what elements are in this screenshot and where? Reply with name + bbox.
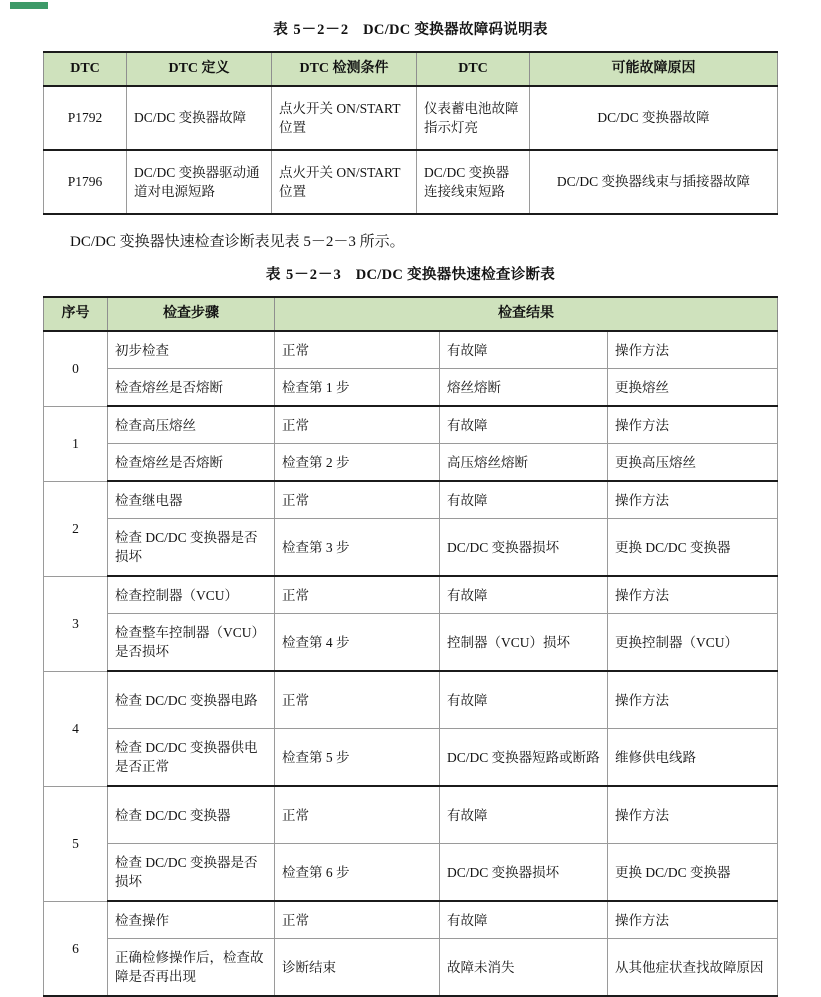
cell-dtc-code: P1796 — [44, 150, 127, 214]
table2-caption-title: DC/DC 变换器快速检查诊断表 — [355, 267, 556, 284]
cell-step-index: 2 — [43, 481, 107, 576]
cell-dtc-indicator: 仪表蓄电池故障指示灯亮 — [417, 86, 530, 150]
cell-result-fault: DC/DC 变换器短路或断路 — [439, 729, 607, 787]
cell-result-action: 从其他症状查找故障原因 — [607, 939, 777, 997]
cell-result-normal: 正常 — [274, 671, 439, 729]
table2-caption — [0, 263, 821, 284]
cell-result-action: 操作方法 — [607, 576, 777, 614]
cell-result-normal: 正常 — [274, 901, 439, 939]
column-header-dtc-definition: DTC 定义 — [127, 52, 272, 86]
cell-result-normal: 检查第 1 步 — [274, 369, 439, 407]
cell-step-index: 6 — [43, 901, 107, 996]
cell-result-normal: 正常 — [274, 406, 439, 444]
cell-step-index: 0 — [43, 331, 107, 406]
cell-check-step: 检查 DC/DC 变换器供电是否正常 — [107, 729, 274, 787]
table-row — [43, 844, 777, 902]
column-header-check-step: 检查步骤 — [107, 297, 274, 331]
cell-check-step: 检查高压熔丝 — [107, 406, 274, 444]
cell-step-index: 3 — [43, 576, 107, 671]
cell-check-step: 检查 DC/DC 变换器是否损坏 — [107, 844, 274, 902]
table-row — [44, 150, 778, 214]
cell-check-step: 初步检查 — [107, 331, 274, 369]
column-header-dtc: DTC — [44, 52, 127, 86]
cell-result-fault: 有故障 — [439, 576, 607, 614]
cell-result-fault: 控制器（VCU）损坏 — [439, 614, 607, 672]
cell-result-fault: DC/DC 变换器损坏 — [439, 519, 607, 577]
cell-result-normal: 诊断结束 — [274, 939, 439, 997]
table-row — [43, 406, 777, 444]
table-row — [43, 729, 777, 787]
cell-check-step: 检查整车控制器（VCU）是否损坏 — [107, 614, 274, 672]
cell-check-step: 正确检修操作后，检查故障是否再出现 — [107, 939, 274, 997]
cell-result-action: 操作方法 — [607, 331, 777, 369]
cell-result-fault: 有故障 — [439, 481, 607, 519]
cell-step-index: 1 — [43, 406, 107, 481]
cell-dtc-code: P1792 — [44, 86, 127, 150]
cell-result-normal: 检查第 5 步 — [274, 729, 439, 787]
table-row — [43, 671, 777, 729]
cell-dtc-indicator: DC/DC 变换器连接线束短路 — [417, 150, 530, 214]
table-row — [44, 86, 778, 150]
cell-possible-cause: DC/DC 变换器线束与插接器故障 — [530, 150, 778, 214]
cell-result-action: 更换高压熔丝 — [607, 444, 777, 482]
cell-result-fault: 有故障 — [439, 901, 607, 939]
cell-dtc-definition: DC/DC 变换器故障 — [127, 86, 272, 150]
table-row — [43, 901, 777, 939]
table-row — [43, 576, 777, 614]
table-row — [43, 369, 777, 407]
cell-dtc-condition: 点火开关 ON/START 位置 — [272, 86, 417, 150]
table-header-row — [43, 297, 777, 331]
cell-result-normal: 检查第 6 步 — [274, 844, 439, 902]
column-header-dtc-2: DTC — [417, 52, 530, 86]
cell-check-step: 检查熔丝是否熔断 — [107, 369, 274, 407]
cell-result-action: 维修供电线路 — [607, 729, 777, 787]
cell-check-step: 检查继电器 — [107, 481, 274, 519]
cell-result-action: 操作方法 — [607, 671, 777, 729]
cell-result-fault: 有故障 — [439, 406, 607, 444]
column-header-dtc-condition: DTC 检测条件 — [272, 52, 417, 86]
cell-check-step: 检查操作 — [107, 901, 274, 939]
table1-caption-label: 表 5－2－2 — [273, 22, 350, 38]
cell-check-step: 检查 DC/DC 变换器是否损坏 — [107, 519, 274, 577]
table-row — [43, 519, 777, 577]
table-row — [43, 444, 777, 482]
cell-result-fault: 故障未消失 — [439, 939, 607, 997]
cell-result-normal: 正常 — [274, 786, 439, 844]
cell-result-normal: 正常 — [274, 331, 439, 369]
table2-caption-label: 表 5－2－3 — [265, 267, 342, 284]
page-corner-marker — [10, 2, 48, 9]
cell-result-action: 操作方法 — [607, 406, 777, 444]
table-row — [43, 331, 777, 369]
cell-check-step: 检查控制器（VCU） — [107, 576, 274, 614]
table-row — [43, 481, 777, 519]
cell-check-step: 检查 DC/DC 变换器电路 — [107, 671, 274, 729]
cell-result-normal: 正常 — [274, 481, 439, 519]
table-row — [43, 786, 777, 844]
table1-caption — [0, 18, 821, 39]
intro-paragraph: DC/DC 变换器快速检查诊断表见表 5－2－3 所示。 — [70, 233, 405, 250]
cell-result-action: 更换 DC/DC 变换器 — [607, 844, 777, 902]
cell-result-action: 更换 DC/DC 变换器 — [607, 519, 777, 577]
cell-result-action: 操作方法 — [607, 481, 777, 519]
cell-result-action: 更换控制器（VCU） — [607, 614, 777, 672]
cell-dtc-definition: DC/DC 变换器驱动通道对电源短路 — [127, 150, 272, 214]
cell-result-action: 操作方法 — [607, 786, 777, 844]
cell-step-index: 5 — [43, 786, 107, 901]
column-header-check-result: 检查结果 — [274, 297, 777, 331]
table-header-row — [44, 52, 778, 86]
dtc-description-table — [43, 51, 778, 215]
column-header-index: 序号 — [43, 297, 107, 331]
table1-caption-title: DC/DC 变换器故障码说明表 — [363, 22, 548, 38]
cell-result-normal: 正常 — [274, 576, 439, 614]
cell-result-fault: DC/DC 变换器损坏 — [439, 844, 607, 902]
cell-result-fault: 有故障 — [439, 331, 607, 369]
cell-result-action: 更换熔丝 — [607, 369, 777, 407]
cell-result-fault: 有故障 — [439, 786, 607, 844]
cell-check-step: 检查 DC/DC 变换器 — [107, 786, 274, 844]
cell-result-fault: 有故障 — [439, 671, 607, 729]
cell-result-fault: 熔丝熔断 — [439, 369, 607, 407]
cell-result-action: 操作方法 — [607, 901, 777, 939]
table-row — [43, 614, 777, 672]
cell-dtc-condition: 点火开关 ON/START 位置 — [272, 150, 417, 214]
cell-result-fault: 高压熔丝熔断 — [439, 444, 607, 482]
cell-check-step: 检查熔丝是否熔断 — [107, 444, 274, 482]
cell-result-normal: 检查第 2 步 — [274, 444, 439, 482]
quick-check-diagnosis-table — [43, 296, 778, 997]
cell-step-index: 4 — [43, 671, 107, 786]
cell-result-normal: 检查第 3 步 — [274, 519, 439, 577]
cell-possible-cause: DC/DC 变换器故障 — [530, 86, 778, 150]
table-row — [43, 939, 777, 997]
column-header-possible-cause: 可能故障原因 — [530, 52, 778, 86]
cell-result-normal: 检查第 4 步 — [274, 614, 439, 672]
